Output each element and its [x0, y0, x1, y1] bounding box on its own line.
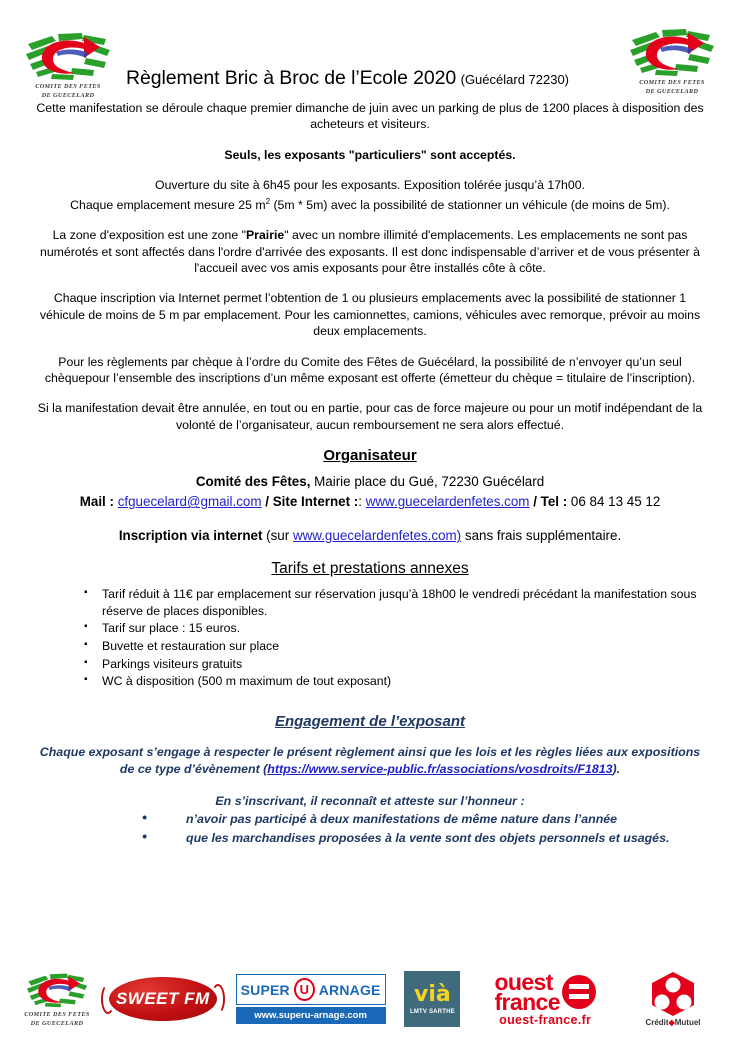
ouest-france-line2: france: [494, 988, 560, 1015]
engagement-text-a: Chaque exposant s’engage à respecter le présent règlement ainsi que les lois et les règles liées aux expositions de ce type d’évènement (: [39, 744, 701, 777]
intro-paragraph: Cette manifestation se déroule chaque premier dimanche de juin avec un parking de plus de 1200 places à disposition des acheteurs et visiteurs.: [36, 101, 704, 132]
website-link[interactable]: www.guecelardenfetes.com: [365, 494, 530, 510]
tel-value: 06 84 13 45 12: [570, 494, 661, 510]
inscription-bold-label: Inscription via internet: [118, 528, 263, 544]
reglement-cheque-paragraph: Pour les règlements par chèque à l’ordre du Comite des Fêtes de Guécélard, la possibilité de n’envoyer qu’un seul chèquepour l’ensemble des inscriptions d’un même exposant est offerte (émetteur du chèque = titulaire de l’inscription).: [44, 354, 696, 385]
site-internet-label: Site Internet :: [272, 494, 359, 510]
tarifs-list: [32, 586, 708, 690]
via-sublabel: LMTV SARTHE: [409, 1008, 455, 1015]
zone-text-b: " avec un nombre illimité d'emplacements. Les emplacements ne sont pas numérotés et sont affectés dans l'ordre d'arrivée des exposants. Il est donc indispensable d’arriver et de vous présenter à l'accueil avec vos amis exposants pour être installés côte à côte.: [40, 228, 700, 275]
credit-mutuel-logo: [630, 972, 716, 1027]
organisateur-address: Mairie place du Gué, 72230 Guécélard: [310, 474, 545, 490]
list-item: ▪ Tarif sur place : 15 euros.: [84, 620, 708, 637]
ouest-france-logo: [479, 968, 611, 1027]
contact-sep-1: /: [261, 494, 273, 510]
email-link[interactable]: cfguecelard@gmail.com: [117, 494, 262, 510]
contact-sep-2: /: [529, 494, 541, 510]
footer-comite-des-fetes-logo: [24, 970, 90, 1028]
ouest-france-wordmark-row: [479, 968, 611, 1015]
ouest-france-circle-icon: [562, 975, 596, 1009]
organisateur-contacts-line: [32, 492, 708, 512]
comite-des-fetes-footer-mark-icon: [24, 970, 90, 1010]
ouest-france-line1: ouest: [494, 968, 553, 995]
sweet-fm-label: SWEET FM: [115, 989, 210, 1008]
engagement-subheading: En s’inscrivant, il reconnaît et atteste sur l’honneur :: [215, 793, 525, 808]
exposants-particuliers-notice: Seuls, les exposants "particuliers" sont acceptés.: [224, 147, 516, 162]
via-lmtv-sarthe-logo: [404, 971, 460, 1027]
list-item: ▪ WC à disposition (500 m maximum de tout exposant): [84, 673, 708, 690]
sweet-fm-logo: [109, 977, 217, 1021]
emplacement-text-a: Chaque emplacement mesure 25 m: [70, 197, 266, 212]
footer-sponsor-logos: [0, 958, 740, 1040]
super-u-url: www.superu-arnage.com: [236, 1007, 386, 1024]
via-label: vià: [414, 981, 451, 1007]
list-item: ▪ Buvette et restauration sur place: [84, 638, 708, 655]
organisateur-heading: Organisateur: [323, 447, 417, 465]
comite-logo-caption-line2: DE GUECELARD: [41, 92, 95, 99]
super-u-arnage-logo: [236, 974, 386, 1024]
list-item: • que les marchandises proposées à la vente sont des objets personnels et usagés.: [142, 829, 708, 848]
site-internet-colon: :: [358, 494, 366, 510]
tarifs-heading: Tarifs et prestations annexes: [271, 560, 469, 578]
square-meter-exponent: 2: [265, 196, 271, 206]
inscription-text-a: (sur: [262, 528, 293, 544]
comite-des-fetes-logo-right: [624, 26, 720, 96]
emplacement-text-b: (5m * 5m) avec la possibilité de stationner un véhicule (de moins de 5m).: [270, 197, 670, 212]
engagement-list: [32, 810, 708, 847]
inscription-internet-paragraph: Chaque inscription via Internet permet l’obtention de 1 ou plusieurs emplacements avec la possibilité de stationner 1 véhicule de moins de 5 m par emplacement. Pour les camionnettes, camions, véhicules avec remorque, prévoir au moins deux emplacements.: [39, 291, 701, 339]
engagement-paragraph: [32, 744, 708, 779]
comite-des-fetes-logo-left: [20, 30, 116, 100]
inscription-internet-line: [32, 526, 708, 546]
engagement-heading: Engagement de l’exposant: [274, 712, 466, 730]
organisateur-name-line: [32, 472, 708, 492]
list-item: ▪ Parkings visiteurs gratuits: [84, 656, 708, 673]
comite-logo-caption-line1: COMITE DES FETES: [35, 83, 101, 90]
comite-des-fetes-mark-icon-right: [626, 26, 718, 78]
horaires-line: Ouverture du site à 6h45 pour les exposants. Exposition tolérée jusqu’à 17h00.: [155, 178, 585, 193]
comite-logo-right-caption-line2: DE GUECELARD: [645, 88, 699, 95]
page-title-main: Règlement Bric à Broc de l’Ecole 2020: [126, 67, 457, 89]
via-box-icon: [404, 971, 460, 1027]
organisateur-contact-block: [32, 472, 708, 512]
credit-mutuel-word1: Crédit: [645, 1017, 669, 1027]
document-header: [20, 0, 720, 100]
mail-label: Mail :: [79, 494, 118, 510]
zone-text-a: La zone d'exposition est une zone ": [52, 228, 246, 243]
super-u-word-super: SUPER: [240, 981, 290, 998]
emplacement-dimensions-line: [32, 194, 708, 214]
list-item: ▪ Tarif réduit à 11€ par emplacement sur réservation jusqu’à 18h00 le vendredi précédant la manifestation sous réserve de places disponibles.: [84, 586, 708, 619]
comite-logo-right-caption-line1: COMITE DES FETES: [639, 79, 705, 86]
super-u-circle-icon: U: [294, 978, 315, 1001]
zone-prairie-paragraph: [32, 227, 708, 276]
comite-des-fetes-mark-icon: [22, 30, 114, 82]
super-u-word-arnage: ARNAGE: [318, 981, 381, 998]
engagement-text-b: ).: [612, 762, 621, 777]
super-u-top-row: [236, 974, 386, 1005]
tel-label: Tel :: [540, 494, 571, 510]
page-title-sub: (Guécélard 72230): [460, 72, 570, 87]
inscription-website-link[interactable]: www.guecelardenfetes.com): [292, 528, 462, 544]
service-public-link[interactable]: https://www.service-public.fr/associations/vosdroits/F1813: [267, 762, 613, 777]
list-item: • n’avoir pas participé à deux manifestations de même nature dans l’année: [142, 810, 708, 829]
footer-comite-caption-line1: COMITE DES FETES: [24, 1011, 90, 1018]
credit-mutuel-label: Crédit◆Mutuel: [645, 1017, 701, 1027]
credit-mutuel-mark-icon: [648, 972, 698, 1016]
page-title: [116, 67, 624, 100]
ouest-france-wordmark: [494, 968, 560, 1015]
zone-prairie-bold: Prairie: [245, 228, 285, 243]
footer-comite-caption-line2: DE GUECELARD: [30, 1020, 84, 1027]
organisateur-name: Comité des Fêtes,: [195, 474, 311, 490]
inscription-text-b: sans frais supplémentaire.: [461, 528, 622, 544]
credit-mutuel-word2: Mutuel: [674, 1017, 701, 1027]
sweet-fm-oval-icon: [109, 977, 217, 1021]
ouest-france-url: ouest-france.fr: [499, 1012, 592, 1027]
annulation-paragraph: Si la manifestation devait être annulée, en tout ou en partie, pour cas de force majeure ou pour un motif indépendant de la volonté de l’organisateur, aucun remboursement ne sera alors effectué.: [37, 401, 703, 432]
